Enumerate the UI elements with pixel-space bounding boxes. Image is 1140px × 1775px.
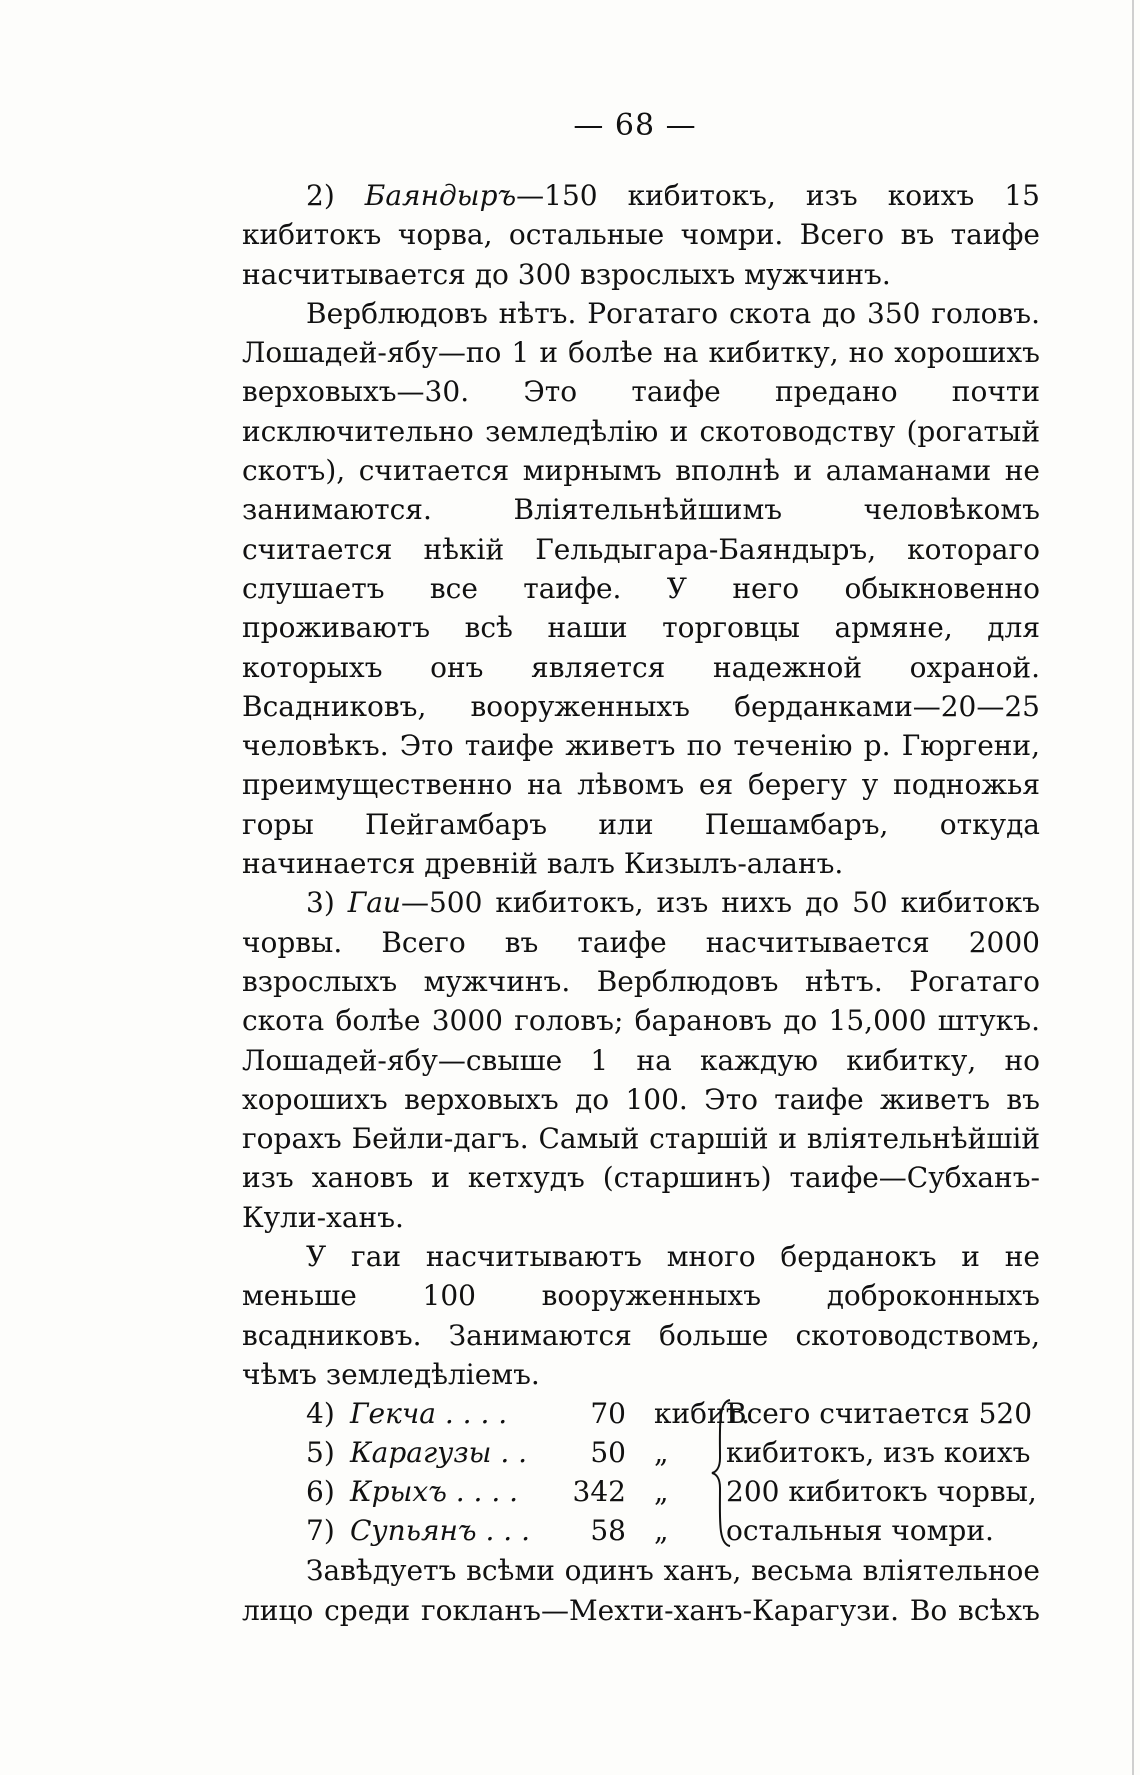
tribes-summary-note (726, 1394, 1040, 1550)
list-item (306, 1394, 751, 1433)
list-item (306, 1511, 726, 1550)
paragraph-bayandyr (242, 176, 1040, 294)
paragraph-number: 3) (306, 886, 348, 920)
summary-line: Всего считается 520 (726, 1397, 1033, 1431)
list-item (306, 1433, 726, 1472)
list-item (306, 1472, 726, 1511)
page-number: — 68 — (573, 108, 697, 143)
tribe-name: Гекча . . . . (350, 1397, 508, 1431)
body-text (242, 176, 1040, 1630)
tribe-list (242, 1394, 1040, 1551)
summary-line: 200 кибитокъ чорвы, (726, 1475, 1037, 1509)
tribe-unit: кибит. (654, 1397, 751, 1431)
paragraph-gai-details: У гаи насчитываютъ много берданокъ и не меньше 100 вооруженныхъ доброконныхъ всадниковъ. Занимаются больше скотоводствомъ, чѣмъ земледѣліемъ. (242, 1240, 1040, 1391)
paragraph-text: —150 кибитокъ, изъ коихъ 15 кибитокъ чорва, остальные чомри. Всего въ таифе насчитывается до 300 взрослыхъ мужчинъ. (242, 179, 1041, 291)
list-number: 5) (306, 1436, 335, 1470)
tribe-unit: „ (654, 1436, 669, 1470)
summary-line: остальныя чомри. (726, 1514, 994, 1548)
paragraph-gai (242, 883, 1040, 1237)
tribe-name: Крыхъ . . . . (350, 1475, 519, 1509)
tribe-unit: „ (654, 1514, 669, 1548)
list-number: 4) (306, 1397, 335, 1431)
paragraph-text: —500 кибитокъ, изъ нихъ до 50 кибитокъ чорвы. Всего въ таифе насчитывается 2000 взрослыхъ мужчинъ. Верблюдовъ нѣтъ. Рогатаго скота болѣе 3000 головъ; барановъ до 15,000 штукъ. Лошадей-ябу—свыше 1 на каждую кибитку, но хорошихъ верховыхъ до 100. Это таифе живетъ въ горахъ Бейли-дагъ. Самый старшій и вліятельнѣйшій изъ хановъ и кетхудъ (старшинъ) таифе—Субханъ-Кули-ханъ. (242, 886, 1041, 1234)
list-number: 6) (306, 1475, 335, 1509)
paragraph-bayandyr-details: Верблюдовъ нѣтъ. Рогатаго скота до 350 головъ. Лошадей-ябу—по 1 и болѣе на кибитку, но хорошихъ верховыхъ—30. Это таифе предано почти исключительно земледѣлію и скотоводству (рогатый скотъ), считается мирнымъ вполнѣ и аламанами не занимаются. Вліятельнѣйшимъ человѣкомъ считается нѣкій Гельдыгара-Баяндыръ, котораго слушаетъ все таифе. У него обыкновенно проживаютъ всѣ наши торговцы армяне, для которыхъ онъ является надежной охраной. Всадниковъ, вооруженныхъ берданками—20—25 человѣкъ. Это таифе живетъ по теченію р. Гюргени, преимущественно на лѣвомъ ея берегу у подножья горы Пейгамбаръ или Пешамбаръ, откуда начинается древній валъ Кизылъ-аланъ. (242, 296, 1040, 881)
tribe-count: 50 (590, 1436, 626, 1470)
tribe-unit: „ (654, 1475, 669, 1509)
tribe-count: 342 (572, 1475, 626, 1509)
tribe-count: 70 (590, 1397, 626, 1431)
tribe-name: Супьянъ . . . (350, 1514, 530, 1548)
page-edge-shadow (1132, 0, 1134, 1775)
paragraph-number: 2) (306, 179, 365, 212)
list-number: 7) (306, 1514, 335, 1548)
tribe-name-bayandyr: Баяндыръ (364, 179, 517, 212)
tribe-name-gai: Гаи (347, 886, 401, 920)
summary-line: кибитокъ, изъ коихъ (726, 1436, 1031, 1470)
paragraph-administration: Завѣдуетъ всѣми одинъ ханъ, весьма вліятельное лицо среди гокланъ—Мехти-ханъ-Карагузи. Во всѣхъ (242, 1554, 1040, 1627)
tribe-count: 58 (590, 1514, 626, 1548)
tribe-name: Карагузы . . (350, 1436, 528, 1470)
